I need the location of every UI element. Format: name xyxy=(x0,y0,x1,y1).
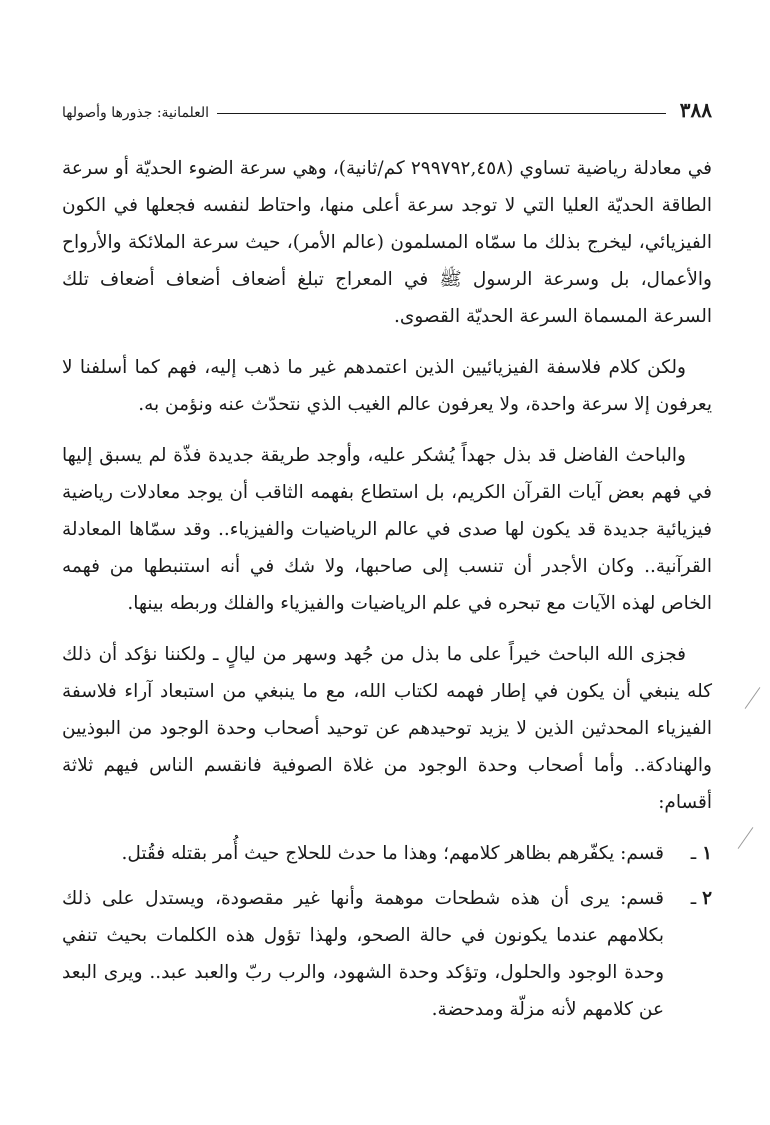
body-text xyxy=(62,150,712,1028)
paragraph-2: ولكن كلام فلاسفة الفيزيائيين الذين اعتمدهم غير ما ذهب إليه، فهم كما أسلفنا لا يعرفون إلا سرعة واحدة، ولا يعرفون عالم الغيب الذي نتحدّث عنه ونؤمن به. xyxy=(62,357,712,415)
list-dash: ـ xyxy=(690,888,697,909)
paragraph-3: والباحث الفاضل قد بذل جهداً يُشكر عليه، وأوجد طريقة جديدة فذّة لم يسبق إليها في فهم بعض آيات القرآن الكريم، بل استطاع بفهمه الثاقب أن يوجد معادلات رياضية فيزيائية جديدة قد يكون لها صدى في عالم الرياضيات والفيزياء.. وقد سمّاها المعادلة القرآنية.. وكان الأجدر أن تنسب إلى صاحبها، ولا شك في أنه استنبطها من فهمه الخاص لهذه الآيات مع تبحره في علم الرياضيات والفيزياء والفلك وربطه بينها. xyxy=(62,445,712,614)
list-dash: ـ xyxy=(690,843,697,864)
list-item xyxy=(62,880,712,1028)
list-item-text: قسم: يرى أن هذه شطحات موهمة وأنها غير مقصودة، ويستدل على ذلك بكلامهم عندما يكونون في حالة الصحو، ولهذا تؤول هذه الكلمات بحيث تنفي وحدة الوجود والحلول، وتؤكد وحدة الشهود، والرب ربّ والعبد عبد.. ويرى البعد عن كلامهم لأنه مزلّة ومدحضة. xyxy=(62,888,664,1020)
margin-pencil-mark xyxy=(745,687,761,709)
header-rule xyxy=(217,113,666,114)
running-header xyxy=(62,92,712,120)
list-item-text: قسم: يكفّرهم بظاهر كلامهم؛ وهذا ما حدث للحلاج حيث أُمر بقتله فقُتل. xyxy=(121,843,664,864)
list-number: ٢ xyxy=(702,888,712,909)
paragraph-4: فجزى الله الباحث خيراً على ما بذل من جُهد وسهر من ليالٍ ـ ولكننا نؤكد أن ذلك كله ينبغي أن يكون في إطار فهمه لكتاب الله، مع ما ينبغي من استبعاد آراء فلاسفة الفيزياء المحدثين الذين لا يزيد توحيدهم عن توحيد أصحاب وحدة الوجود من البوذيين والهنادكة.. وأما أصحاب وحدة الوجود من غلاة الصوفية فانقسم الناس فيهم ثلاثة أقسام: xyxy=(62,644,712,813)
document-page xyxy=(62,92,712,1036)
margin-pencil-mark xyxy=(738,827,754,849)
page-number: ٣٨٨ xyxy=(679,98,712,122)
list-item xyxy=(62,835,712,872)
list-marker xyxy=(664,835,712,872)
list-number: ١ xyxy=(702,843,712,864)
list-marker xyxy=(664,880,712,917)
paragraph-1: في معادلة رياضية تساوي (٢٩٩٧٩٢,٤٥٨ كم/ثانية)، وهي سرعة الضوء الحديّة أو سرعة الطاقة الحديّة العليا التي لا توجد سرعة أعلى منها، واحتاط لنفسه فجعلها في الكون الفيزيائي، ليخرج بذلك ما سمّاه المسلمون (عالم الأمر)، حيث سرعة الملائكة والأرواح والأعمال، بل وسرعة الرسول ﷺ في المعراج تبلغ أضعاف أضعاف أضعاف تلك السرعة المسماة السرعة الحديّة القصوى. xyxy=(62,158,712,327)
running-book-title: العلمانية: جذورها وأصولها xyxy=(62,105,210,121)
